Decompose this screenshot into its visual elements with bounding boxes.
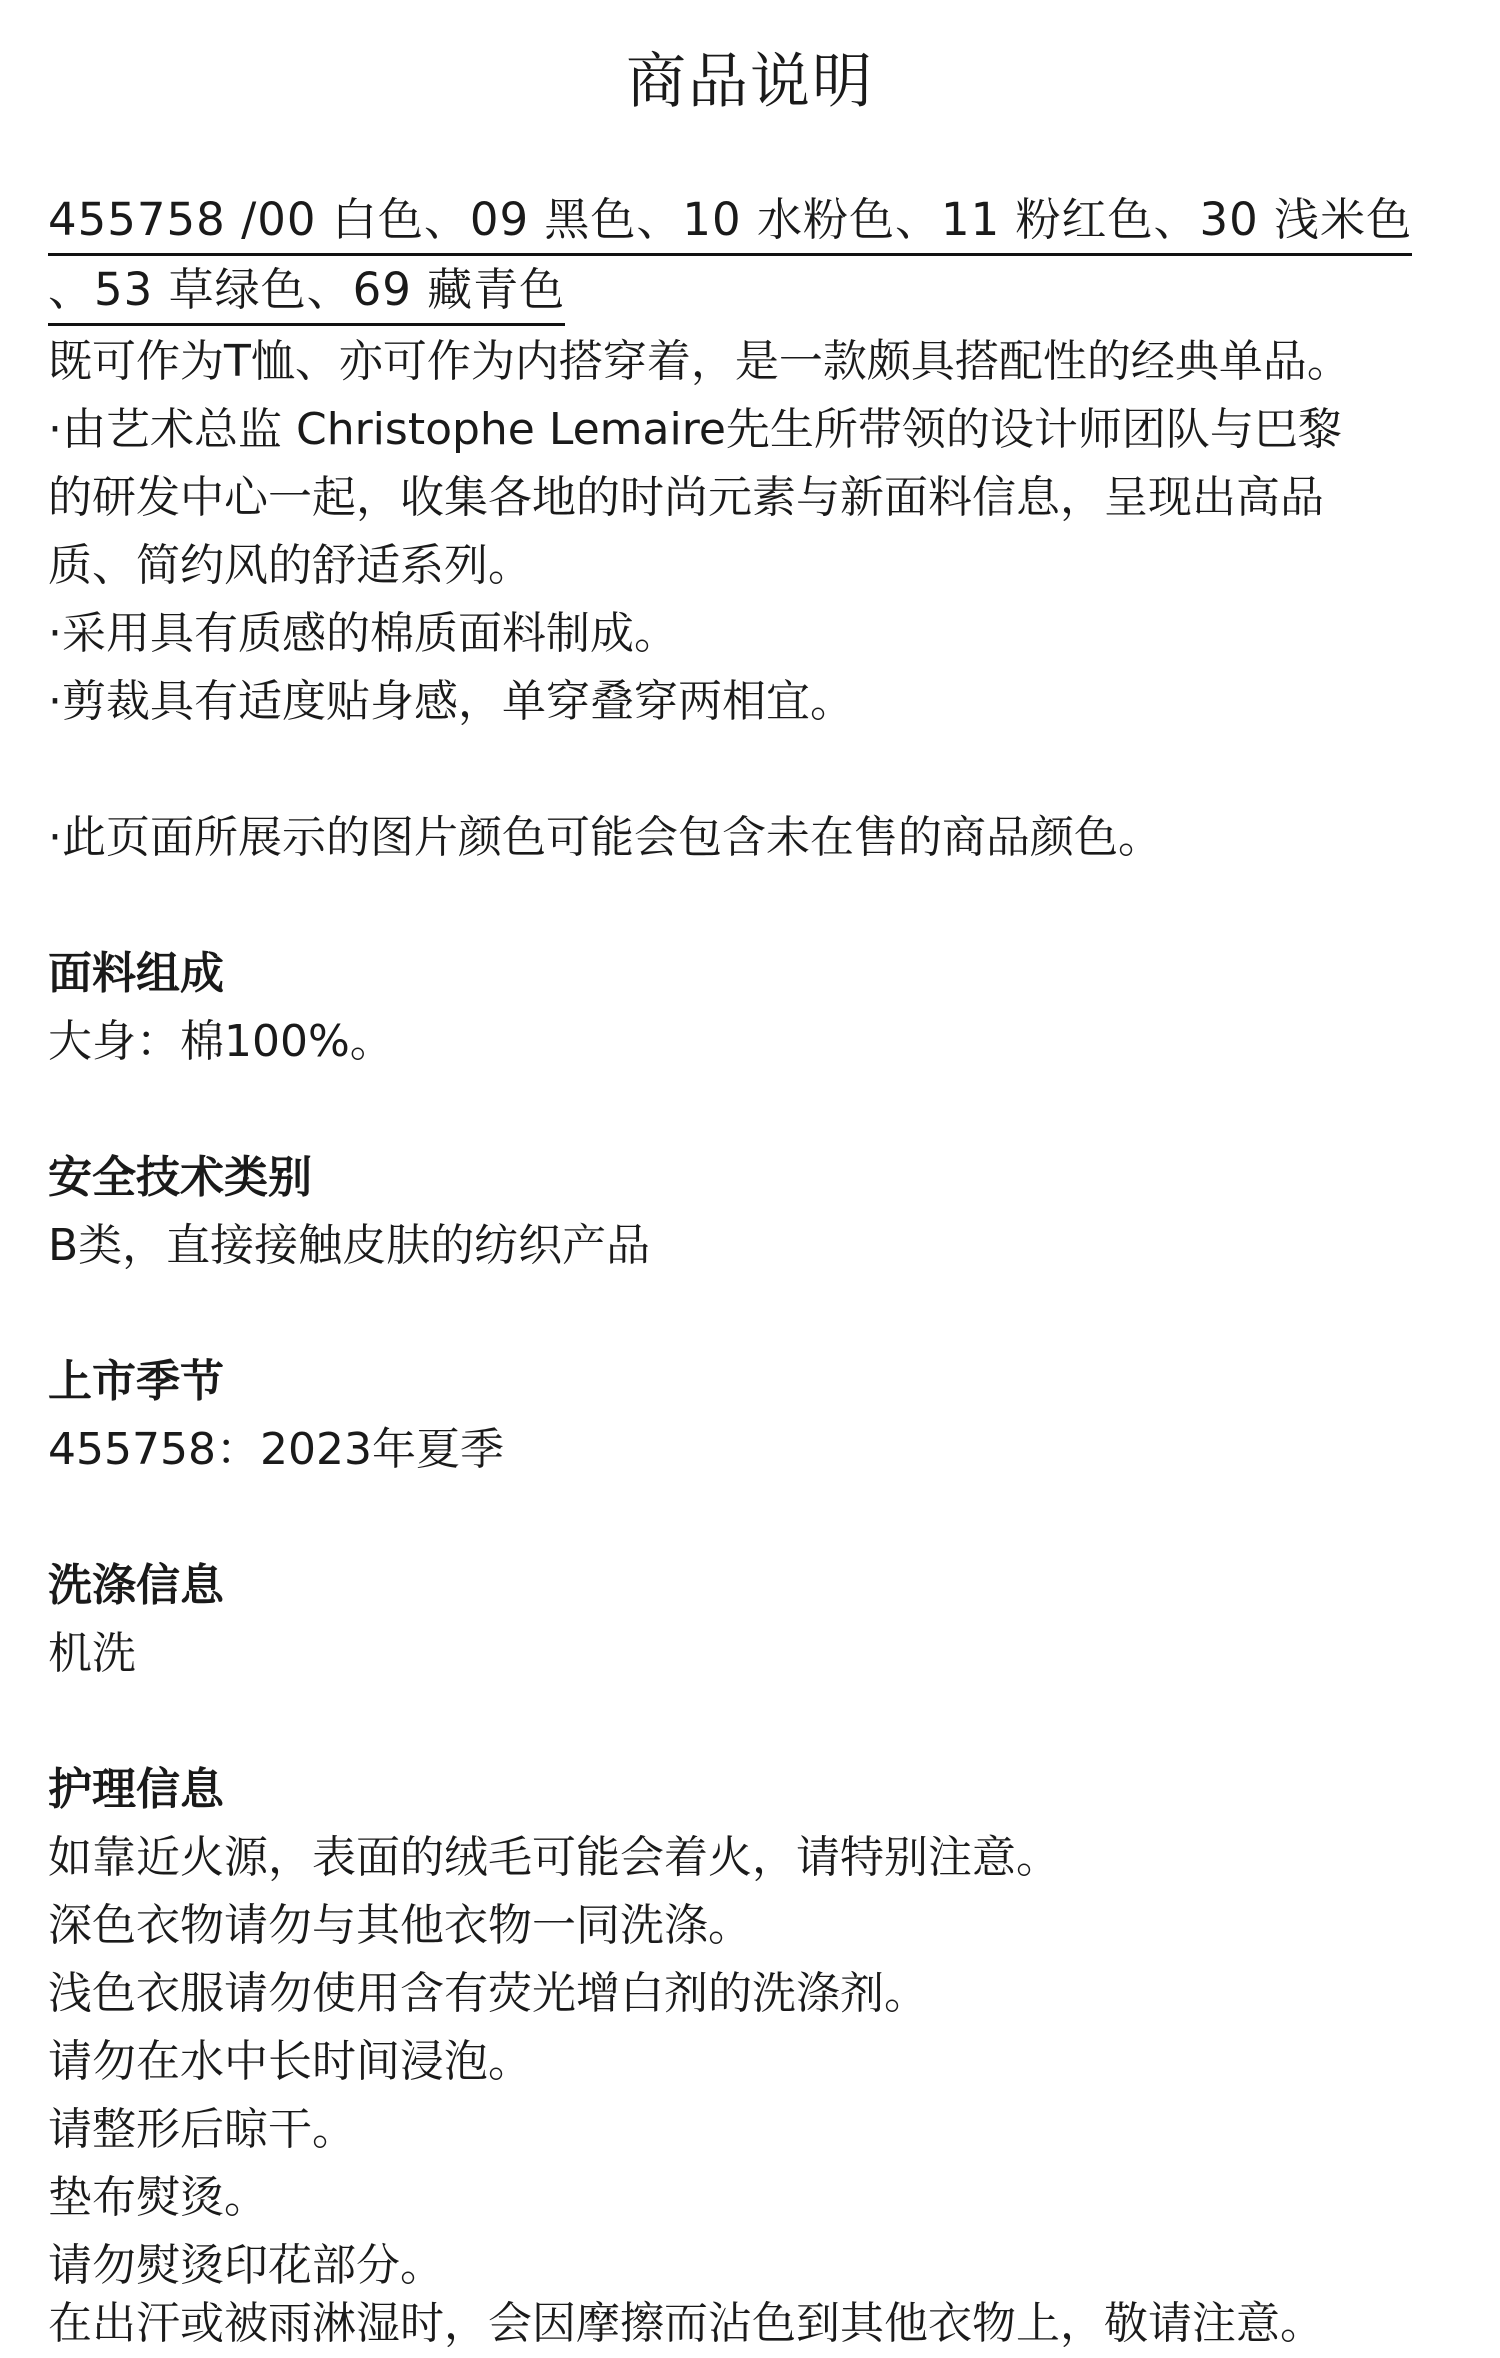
care-item: 深色衣物请勿与其他衣物一同洗涤。: [48, 1900, 752, 1951]
care-item-partial: 在出汗或被雨淋湿时，会因摩擦而沾色到其他衣物上，敬请注意。: [48, 2298, 1324, 2349]
safety-heading: 安全技术类别: [48, 1152, 312, 1203]
page-title: 商品说明: [626, 47, 874, 117]
content-area: [48, 186, 1468, 2300]
color-options-line-2: 、53 草绿色、69 藏青色: [48, 259, 565, 326]
season-heading: 上市季节: [48, 1356, 224, 1407]
description-line: ·由艺术总监 Christophe Lemaire先生所带领的设计师团队与巴黎: [48, 404, 1342, 455]
description-line: ·采用具有质感的棉质面料制成。: [48, 608, 678, 659]
wash-heading: 洗涤信息: [48, 1560, 224, 1611]
care-item: 请勿熨烫印花部分。: [48, 2240, 444, 2291]
color-options-line-1: 455758 /00 白色、09 黑色、10 水粉色、11 粉红色、30 浅米色: [48, 189, 1412, 256]
description-line: 质、简约风的舒适系列。: [48, 540, 532, 591]
color-options: [48, 186, 1468, 326]
safety-text: B类，直接接触皮肤的纺织产品: [48, 1220, 651, 1271]
description-line: 既可作为T恤、亦可作为内搭穿着，是一款颇具搭配性的经典单品。: [48, 336, 1351, 387]
care-heading: 护理信息: [48, 1764, 224, 1815]
care-item: 如靠近火源，表面的绒毛可能会着火，请特别注意。: [48, 1832, 1060, 1883]
season-section: [48, 1348, 1468, 1484]
care-section: [48, 1756, 1468, 2300]
care-item: 请整形后晾干。: [48, 2104, 356, 2155]
safety-section: [48, 1144, 1468, 1280]
product-description: [48, 328, 1468, 736]
description-line: ·剪裁具有适度贴身感，单穿叠穿两相宜。: [48, 676, 854, 727]
care-list: [48, 1824, 1468, 2300]
care-item: 浅色衣服请勿使用含有荧光增白剂的洗涤剂。: [48, 1968, 928, 2019]
material-heading: 面料组成: [48, 948, 224, 999]
material-section: [48, 940, 1468, 1076]
material-text: 大身：棉100%。: [48, 1016, 394, 1067]
wash-text: 机洗: [48, 1628, 136, 1679]
color-notice: ·此页面所展示的图片颜色可能会包含未在售的商品颜色。: [48, 812, 1162, 863]
season-text: 455758：2023年夏季: [48, 1424, 504, 1475]
care-item: 请勿在水中长时间浸泡。: [48, 2036, 532, 2087]
care-item: 垫布熨烫。: [48, 2172, 268, 2223]
description-line: 的研发中心一起，收集各地的时尚元素与新面料信息，呈现出高品: [48, 472, 1324, 523]
wash-section: [48, 1552, 1468, 1688]
spacer: [48, 736, 1468, 804]
